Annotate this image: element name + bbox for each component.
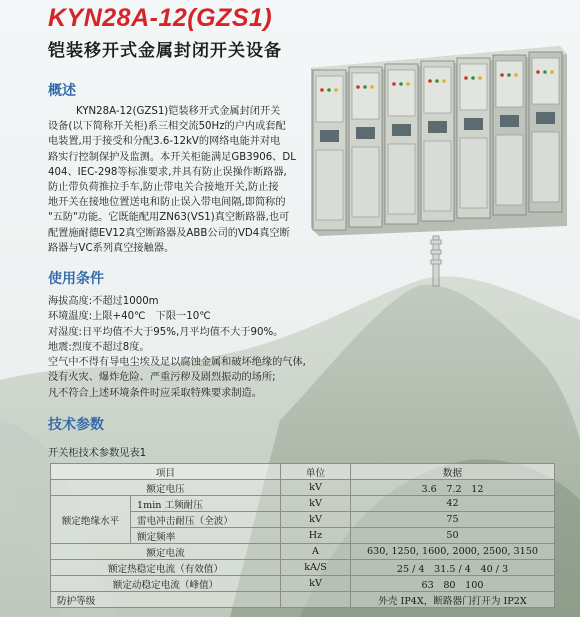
- cabinet-indicator-light: [399, 82, 403, 86]
- conditions-heading: 使用条件: [48, 271, 104, 287]
- cabinet-upper-door: [388, 70, 415, 116]
- cabinet-upper-door: [316, 76, 343, 122]
- row-data: 50: [351, 528, 555, 544]
- table-header-row: [51, 464, 555, 480]
- cabinet-lower-door: [460, 138, 487, 208]
- conditions-list: [48, 294, 306, 401]
- cabinet-window: [464, 118, 483, 130]
- cabinet-window: [356, 127, 375, 139]
- insulation-group-label: 额定绝缘水平: [51, 496, 131, 544]
- overview-paragraph: [48, 104, 303, 256]
- cabinet-indicator-light: [478, 76, 482, 80]
- overview-line: 地开关在接地位置送电和防止误入带电间隔,即简称的: [48, 197, 286, 209]
- condition-line: 地震:烈度不超过8度。: [48, 341, 150, 353]
- condition-line: 凡不符合上述环境条件时应采取特殊要求制造。: [48, 387, 262, 399]
- cabinet-window: [320, 130, 339, 142]
- overview-line: 设备(以下简称开关柜)系三相交流50Hz的户内成套配: [48, 121, 286, 133]
- table-row: [51, 496, 555, 512]
- cabinet-indicator-light: [464, 76, 468, 80]
- cabinet-window: [392, 124, 411, 136]
- row-data: 630, 1250, 1600, 2000, 2500, 3150: [351, 544, 555, 560]
- cabinet-indicator-light: [327, 88, 331, 92]
- overview-line: KYN28A-12(GZS1)铠装移开式金属封闭开关: [76, 106, 281, 117]
- row-item: 额定频率: [131, 528, 281, 544]
- table-row: [51, 576, 555, 592]
- condition-line: 环境温度:上限+40℃ 下限一10℃: [48, 311, 211, 323]
- cabinet-indicator-light: [536, 70, 540, 74]
- row-unit: [281, 592, 351, 608]
- header-unit: 单位: [281, 464, 351, 480]
- cabinet-indicator-light: [356, 85, 360, 89]
- row-data: 外壳 IP4X，断路器门打开为 IP2X: [351, 592, 555, 608]
- condition-line: 没有火灾、爆炸危险、严重污秽及剧烈振动的场所;: [48, 372, 276, 384]
- row-item: 额定热稳定电流（有效值）: [51, 560, 281, 576]
- cabinet-indicator-light: [442, 79, 446, 83]
- row-data: 25 / 4 31.5 / 4 40 / 3: [351, 560, 555, 576]
- cabinet-upper-door: [532, 58, 559, 104]
- tech-heading: 技术参数: [48, 417, 104, 433]
- table-row: [51, 544, 555, 560]
- product-title: KYN28A-12(GZS1): [48, 4, 273, 32]
- row-data: 3.6 7.2 12: [351, 480, 555, 496]
- condition-line: 对湿度:日平均值不大于95%,月平均值不大于90%。: [48, 326, 284, 338]
- row-unit: kV: [281, 496, 351, 512]
- row-unit: kV: [281, 480, 351, 496]
- header-item: 项目: [51, 464, 281, 480]
- cabinet-indicator-light: [543, 70, 547, 74]
- overview-line: 404、IEC-298等标准要求,并具有防止误操作断路器,: [48, 166, 287, 178]
- condition-line: 空气中不得有导电尘埃及足以腐蚀金属和破坏绝缘的气体,: [48, 357, 306, 369]
- cabinet-indicator-light: [320, 88, 324, 92]
- cabinet-indicator-light: [334, 88, 338, 92]
- row-data: 42: [351, 496, 555, 512]
- overview-line: 配置施耐德EV12真空断路器及ABB公司的VD4真空断: [48, 227, 290, 239]
- cabinet-lower-door: [532, 132, 559, 202]
- cabinet-indicator-light: [370, 85, 374, 89]
- cabinet-lower-door: [316, 150, 343, 220]
- overview-line: 防止带负荷推拉手车,防止带电关合接地开关,防止接: [48, 182, 279, 194]
- cabinet-indicator-light: [550, 70, 554, 74]
- product-subtitle: 铠装移开式金属封闭开关设备: [48, 41, 282, 61]
- row-item: 1min 工频耐压: [131, 496, 281, 512]
- switchgear-cabinet-image: [305, 40, 570, 236]
- cabinet-indicator-light: [514, 73, 518, 77]
- overview-line: 路器与VC系列真空接触器。: [48, 242, 175, 254]
- row-item: 防护等级: [51, 592, 281, 608]
- row-unit: kV: [281, 512, 351, 528]
- row-data: 75: [351, 512, 555, 528]
- row-item: 雷电冲击耐压（全波）: [131, 512, 281, 528]
- row-item: 额定电流: [51, 544, 281, 560]
- row-item: 额定电压: [51, 480, 281, 496]
- cabinet-upper-door: [352, 73, 379, 119]
- cabinet-indicator-light: [428, 79, 432, 83]
- cabinet-indicator-light: [406, 82, 410, 86]
- cabinet-indicator-light: [392, 82, 396, 86]
- cabinet-indicator-light: [507, 73, 511, 77]
- row-unit: Hz: [281, 528, 351, 544]
- overview-line: 路实行控制保护及监测。本开关柜能满足GB3906、DL: [48, 151, 296, 163]
- cabinet-upper-door: [496, 61, 523, 107]
- row-unit: A: [281, 544, 351, 560]
- row-unit: kV: [281, 576, 351, 592]
- table-caption: 开关柜技术参数见表1: [48, 448, 147, 459]
- cabinet-indicator-light: [435, 79, 439, 83]
- cabinet-window: [536, 112, 555, 124]
- cabinet-indicator-light: [471, 76, 475, 80]
- cabinet-indicator-light: [363, 85, 367, 89]
- overview-line: "五防"功能。它既能配用ZN63(VS1)真空断路器,也可: [48, 212, 290, 224]
- cabinet-indicator-light: [500, 73, 504, 77]
- header-data: 数据: [351, 464, 555, 480]
- row-item: 额定动稳定电流（峰值）: [51, 576, 281, 592]
- overview-line: 电装置,用于接受和分配3.6-12kV的网络电能并对电: [48, 136, 281, 148]
- table-row: [51, 592, 555, 608]
- cabinet-lower-door: [388, 144, 415, 214]
- overview-heading: 概述: [48, 83, 76, 99]
- cabinet-lower-door: [424, 141, 451, 211]
- row-data: 63 80 100: [351, 576, 555, 592]
- cabinet-lower-door: [352, 147, 379, 217]
- table-row: [51, 480, 555, 496]
- spec-table: [50, 463, 555, 608]
- cabinet-upper-door: [460, 64, 487, 110]
- row-unit: kA/S: [281, 560, 351, 576]
- cabinet-upper-door: [424, 67, 451, 113]
- table-row: [51, 560, 555, 576]
- condition-line: 海拔高度:不超过1000m: [48, 296, 159, 307]
- cabinet-window: [500, 115, 519, 127]
- cabinet-window: [428, 121, 447, 133]
- cabinet-lower-door: [496, 135, 523, 205]
